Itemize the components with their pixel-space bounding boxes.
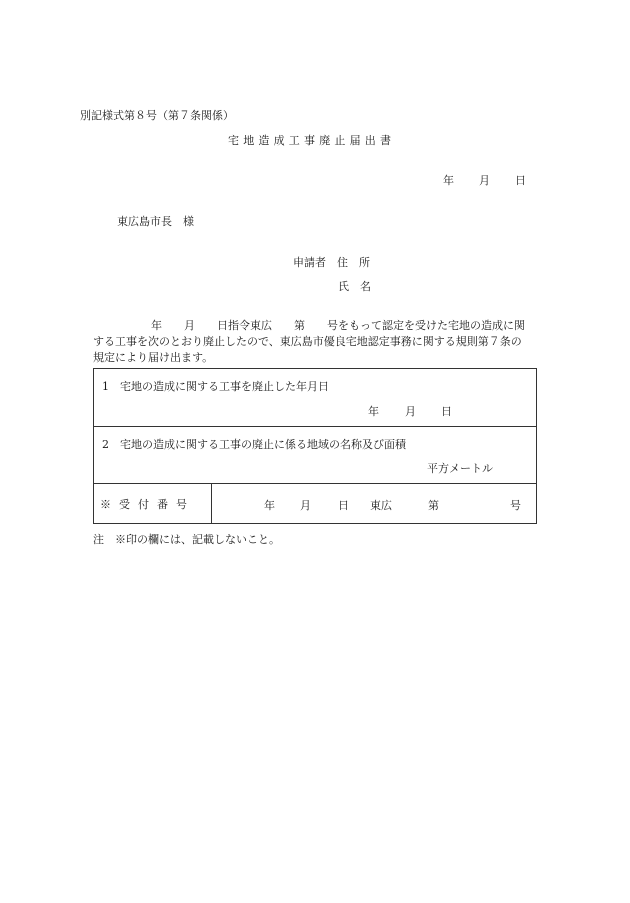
item1-title: 1 宅地の造成に関する工事を廃止した年月日 bbox=[102, 380, 329, 393]
body-line-3: 規定により届け出ます。 bbox=[93, 351, 214, 364]
form-number-label: 別記様式第８号（第７条関係） bbox=[80, 109, 234, 122]
date-month: 月 bbox=[479, 174, 490, 187]
item1-day: 日 bbox=[441, 405, 452, 418]
item2-unit: 平方メートル bbox=[427, 462, 493, 475]
item1-year: 年 bbox=[368, 405, 379, 418]
body-line-1: 年 月 日指令東広 第 号をもって認定を受けた宅地の造成に関 bbox=[151, 319, 525, 332]
submission-date bbox=[443, 172, 526, 188]
reception-no-suffix: 号 bbox=[510, 498, 521, 512]
document-title: 宅地造成工事廃止届出書 bbox=[228, 134, 396, 147]
reception-day: 日 bbox=[338, 498, 349, 512]
date-day: 日 bbox=[515, 174, 526, 187]
footnote: 注 ※印の欄には、記載しないこと。 bbox=[93, 533, 280, 546]
body-paragraph bbox=[93, 318, 553, 366]
reception-number-label: ※受付番号 bbox=[94, 484, 212, 524]
applicant-name-label: 氏 名 bbox=[338, 280, 371, 293]
reception-month: 月 bbox=[300, 498, 311, 512]
date-year: 年 bbox=[443, 174, 454, 187]
reception-office: 東広 bbox=[370, 498, 392, 512]
addressee: 東広島市長 様 bbox=[117, 215, 194, 228]
item2-title: 2 宅地の造成に関する工事の廃止に係る地域の名称及び面積 bbox=[102, 438, 406, 451]
applicant-address-label: 申請者 住 所 bbox=[293, 256, 370, 269]
body-line-2: する工事を次のとおり廃止したので、東広島市優良宅地認定事務に関する規則第７条の bbox=[93, 335, 522, 348]
item1-month: 月 bbox=[405, 405, 416, 418]
reception-year: 年 bbox=[264, 498, 275, 512]
item1-cell bbox=[94, 369, 537, 427]
item2-cell bbox=[94, 427, 537, 484]
form-table bbox=[93, 368, 537, 524]
reception-no-prefix: 第 bbox=[428, 498, 439, 512]
reception-number-value bbox=[212, 484, 537, 524]
